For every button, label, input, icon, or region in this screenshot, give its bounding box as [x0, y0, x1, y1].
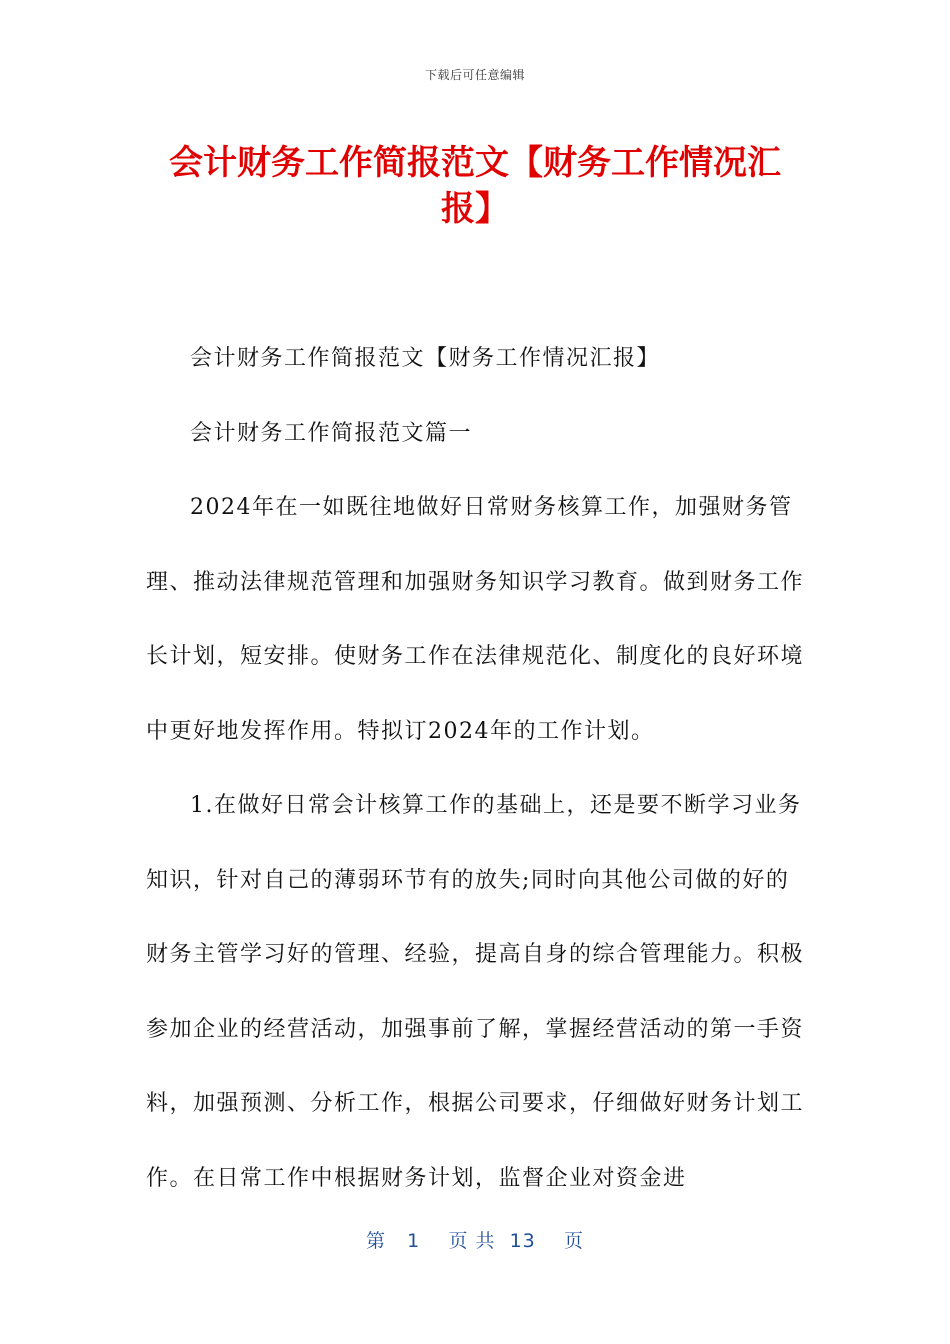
document-body: [146, 322, 806, 1216]
footer-current-page: 1: [407, 1230, 421, 1252]
paragraph-3: 2024年在一如既往地做好日常财务核算工作，加强财务管理、推动法律规范管理和加强财务知识学习教育。做到财务工作长计划，短安排。使财务工作在法律规范化、制度化的良好环境中更好地发挥作用。特拟订2024年的工作计划。: [146, 495, 805, 744]
footer-suffix: 页: [563, 1230, 584, 1252]
footer-middle: 页 共: [448, 1230, 496, 1252]
paragraph-2: 会计财务工作简报范文篇一: [190, 420, 473, 446]
page-footer: [0, 1226, 950, 1253]
header-note: 下载后可任意编辑: [424, 68, 525, 82]
document-title: 会计财务工作简报范文【财务工作情况汇报】: [169, 143, 781, 229]
footer-total-pages: 13: [509, 1230, 536, 1252]
footer-prefix: 第: [366, 1230, 387, 1252]
paragraph-4: 1.在做好日常会计核算工作的基础上，还是要不断学习业务知识，针对自己的薄弱环节有的放失;同时向其他公司做的好的财务主管学习好的管理、经验，提高自身的综合管理能力。积极参加企业的经营活动，加强事前了解，掌握经营活动的第一手资料，加强预测、分析工作，根据公司要求，仔细做好财务计划工作。在日常工作中根据财务计划，监督企业对资金进: [146, 793, 805, 1191]
paragraph-1: 会计财务工作简报范文【财务工作情况汇报】: [190, 346, 661, 371]
